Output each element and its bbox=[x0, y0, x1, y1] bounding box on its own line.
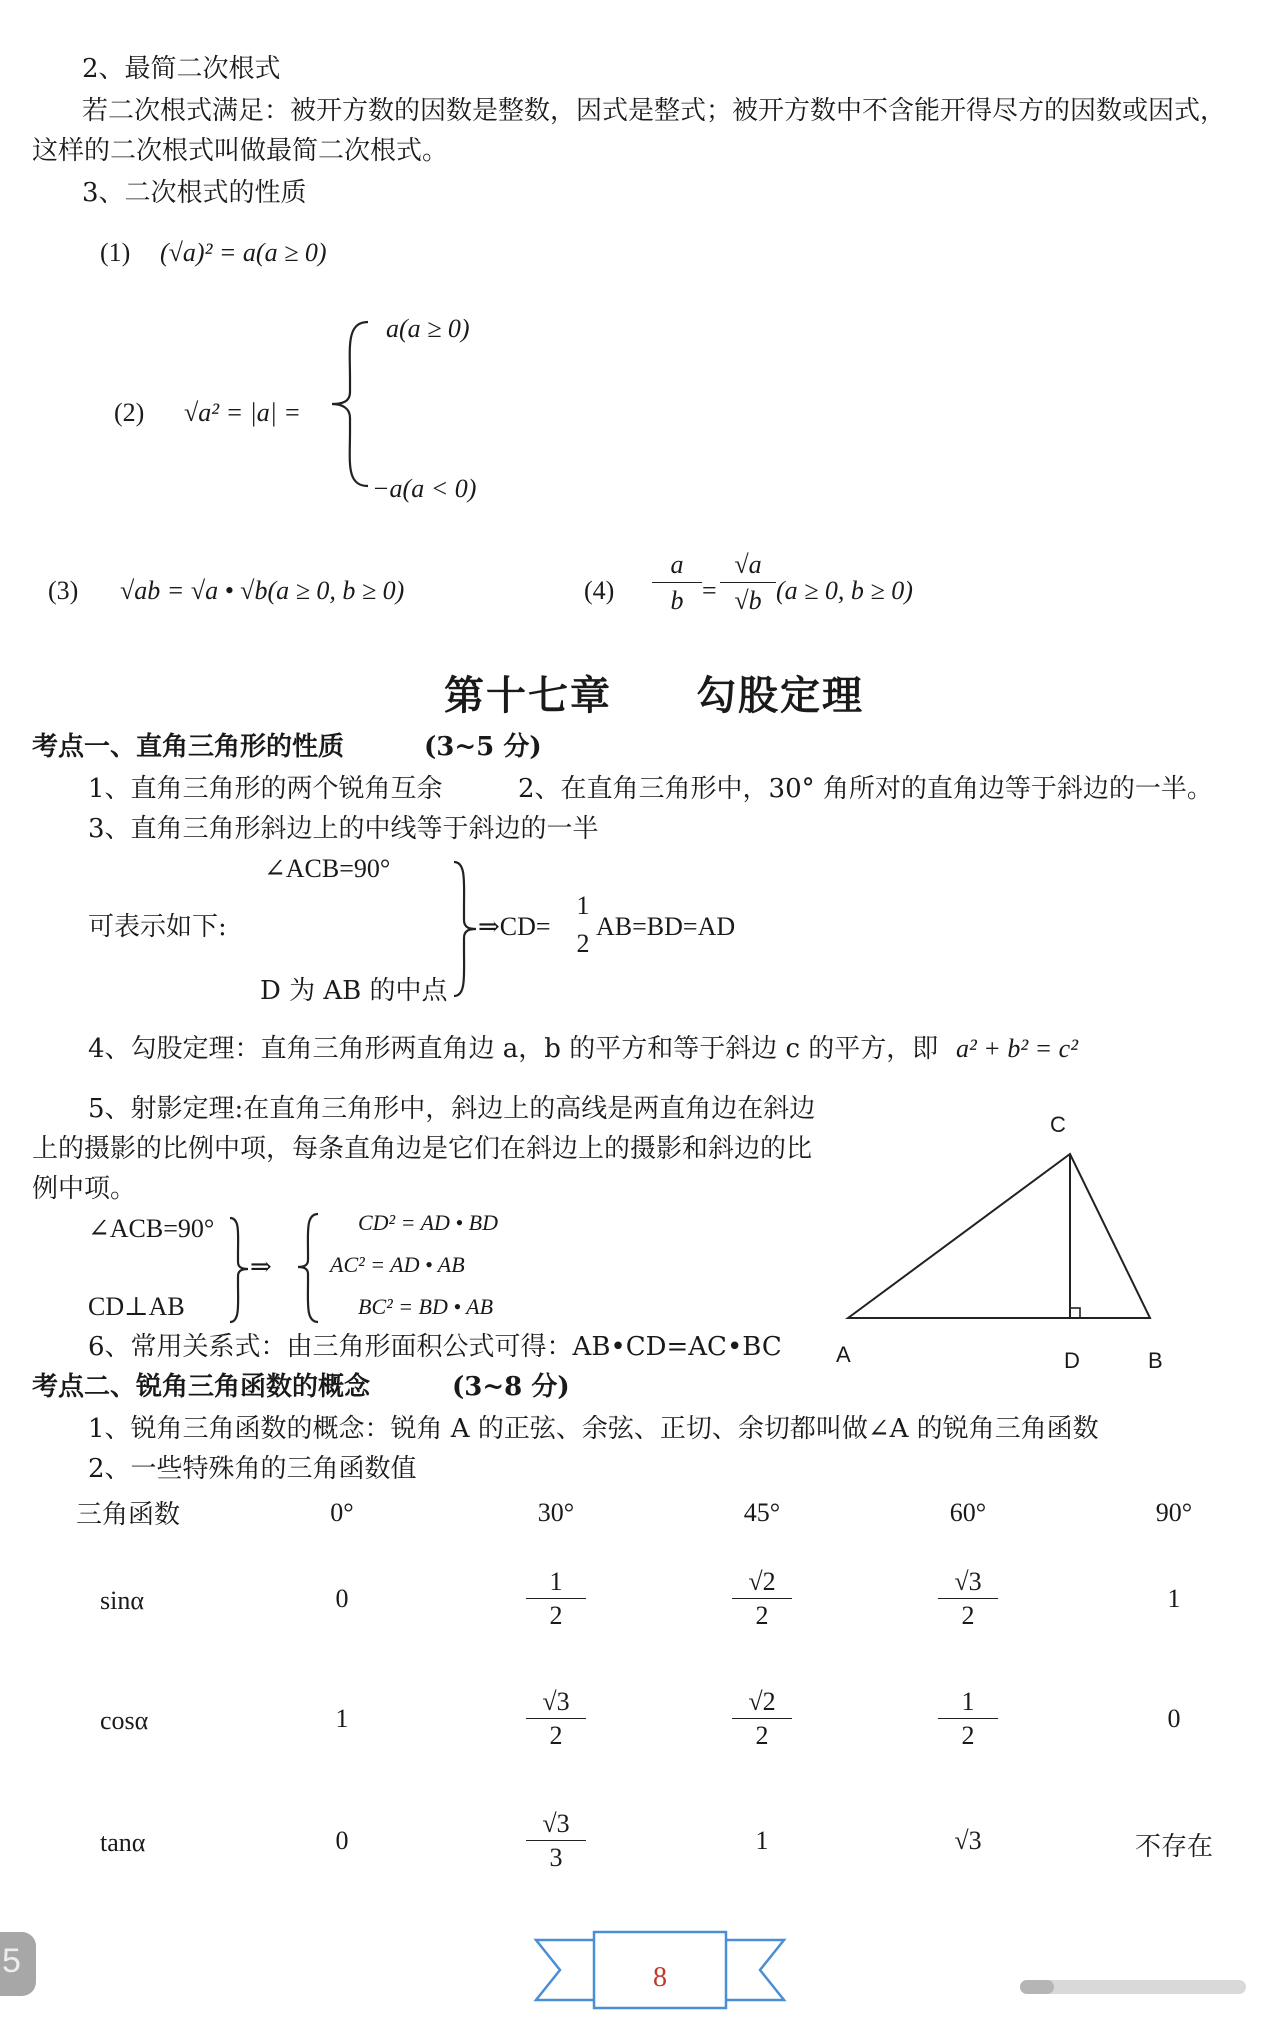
kp1-item-4-text: 4、勾股定理：直角三角形两直角边 a，b 的平方和等于斜边 c 的平方，即 bbox=[88, 1034, 939, 1064]
cos-45-denominator: 2 bbox=[755, 1721, 769, 1750]
table-header-30deg: 30° bbox=[537, 1498, 575, 1527]
table-header-60deg: 60° bbox=[949, 1498, 987, 1527]
median-result-suffix: AB=BD=AD bbox=[596, 912, 736, 941]
property-1-label: (1) bbox=[100, 238, 131, 267]
cos-0-value: 1 bbox=[335, 1704, 349, 1733]
cos-30-value bbox=[526, 1686, 586, 1753]
property-4-equals: = bbox=[702, 576, 717, 605]
kp1-item-1: 1、直角三角形的两个锐角互余 bbox=[88, 774, 443, 804]
median-result-numerator: 1 bbox=[576, 891, 590, 920]
property-2-label: (2) bbox=[114, 398, 145, 427]
cos-60-numerator: 1 bbox=[938, 1686, 998, 1719]
kp1-item-5-line-1: 5、射影定理:在直角三角形中，斜边上的高线是两直角边在斜边 bbox=[88, 1094, 816, 1124]
triangle-label-a: A bbox=[836, 1342, 851, 1367]
tan-30-denominator: 3 bbox=[549, 1843, 563, 1872]
table-row-cos-name: cosα bbox=[100, 1706, 149, 1735]
section-heading-radical-properties: 3、二次根式的性质 bbox=[82, 178, 307, 208]
tan-30-numerator: √3 bbox=[526, 1808, 586, 1841]
tan-0-value: 0 bbox=[335, 1826, 349, 1855]
triangle-label-c: C bbox=[1050, 1112, 1066, 1137]
cos-30-denominator: 2 bbox=[549, 1721, 563, 1750]
median-brace bbox=[450, 858, 480, 1000]
property-4-right-denominator: √b bbox=[720, 582, 776, 619]
sin-30-value bbox=[526, 1566, 586, 1633]
tan-45-value: 1 bbox=[755, 1826, 769, 1855]
property-4-label: (4) bbox=[584, 576, 615, 605]
definition-line-2: 这样的二次根式叫做最简二次根式。 bbox=[32, 136, 449, 166]
table-header-90deg: 90° bbox=[1155, 1498, 1193, 1527]
property-4-right-fraction bbox=[720, 548, 776, 619]
table-row-tan-name: tanα bbox=[100, 1828, 146, 1857]
property-4-left-denominator: b bbox=[652, 582, 702, 619]
kp1-item-3: 3、直角三角形斜边上的中线等于斜边的一半 bbox=[88, 814, 599, 844]
projection-close-brace bbox=[226, 1214, 252, 1326]
tan-60-value: √3 bbox=[954, 1826, 982, 1855]
cos-60-denominator: 2 bbox=[961, 1721, 975, 1750]
definition-line-1: 若二次根式满足：被开方数的因数是整数，因式是整式；被开方数中不含能开得尽方的因数或因式， bbox=[82, 96, 1227, 126]
kp2-item-1: 1、锐角三角函数的概念：锐角 A 的正弦、余弦、正切、余切都叫做∠A 的锐角三角函数 bbox=[88, 1414, 1099, 1444]
triangle-label-b: B bbox=[1148, 1348, 1163, 1373]
sin-45-denominator: 2 bbox=[755, 1601, 769, 1630]
cos-60-value bbox=[938, 1686, 998, 1753]
key-point-2-heading: 考点二、锐角三角函数的概念 bbox=[32, 1372, 371, 1402]
key-point-2-score: (3~8 分) bbox=[452, 1372, 570, 1402]
projection-result-1: CD² = AD • BD bbox=[358, 1210, 498, 1235]
cos-45-numerator: √2 bbox=[732, 1686, 792, 1719]
projection-result-2: AC² = AD • AB bbox=[330, 1252, 465, 1277]
kp1-item-5-line-3: 例中项。 bbox=[32, 1174, 137, 1204]
section-heading-simplest-radical: 2、最简二次根式 bbox=[82, 54, 281, 84]
kp1-item-4-formula: a² + b² = c² bbox=[956, 1034, 1079, 1063]
sin-60-numerator: √3 bbox=[938, 1566, 998, 1599]
triangle-label-d: D bbox=[1064, 1348, 1080, 1373]
property-2-case-1: a(a ≥ 0) bbox=[386, 314, 470, 343]
property-2-case-2: −a(a < 0) bbox=[372, 474, 477, 503]
cos-45-value bbox=[732, 1686, 792, 1753]
side-tab-label: 5 bbox=[2, 1942, 21, 1980]
projection-condition-1: ∠ACB=90° bbox=[88, 1214, 215, 1243]
sin-60-value bbox=[938, 1566, 998, 1633]
tan-30-value bbox=[526, 1808, 586, 1875]
key-point-1-heading: 考点一、直角三角形的性质 bbox=[32, 732, 345, 762]
projection-result-3: BC² = BD • AB bbox=[358, 1294, 494, 1319]
sin-30-denominator: 2 bbox=[549, 1601, 563, 1630]
projection-open-brace bbox=[292, 1210, 322, 1326]
cos-30-numerator: √3 bbox=[526, 1686, 586, 1719]
median-intro: 可表示如下: bbox=[88, 912, 227, 942]
page-number: 8 bbox=[653, 1962, 667, 1993]
table-header-45deg: 45° bbox=[743, 1498, 781, 1527]
property-2-brace bbox=[328, 318, 372, 490]
property-4-left-numerator: a bbox=[670, 550, 684, 579]
sin-0-value: 0 bbox=[335, 1584, 349, 1613]
table-header-0deg: 0° bbox=[330, 1498, 354, 1527]
projection-condition-2: CD⊥AB bbox=[88, 1292, 185, 1321]
kp1-item-2: 2、在直角三角形中，30° 角所对的直角边等于斜边的一半。 bbox=[518, 774, 1213, 804]
side-tab[interactable] bbox=[0, 1932, 36, 1996]
property-2-left: √a² = |a| = bbox=[184, 398, 301, 427]
sin-45-value bbox=[732, 1566, 792, 1633]
property-3-label: (3) bbox=[48, 576, 79, 605]
chapter-title: 第十七章 勾股定理 bbox=[444, 672, 864, 719]
tan-90-value: 不存在 bbox=[1134, 1832, 1213, 1862]
sin-60-denominator: 2 bbox=[961, 1601, 975, 1630]
sin-30-numerator: 1 bbox=[526, 1566, 586, 1599]
kp1-item-6: 6、常用关系式：由三角形面积公式可得：AB•CD=AC•BC bbox=[88, 1332, 782, 1362]
right-triangle-diagram bbox=[830, 1140, 1160, 1320]
median-result-fraction bbox=[572, 890, 594, 962]
median-result-denominator: 2 bbox=[576, 929, 590, 958]
table-header-function: 三角函数 bbox=[76, 1500, 181, 1530]
median-condition-1: ∠ACB=90° bbox=[264, 854, 391, 883]
median-condition-2: D 为 AB 的中点 bbox=[260, 976, 448, 1006]
property-4-condition: (a ≥ 0, b ≥ 0) bbox=[776, 576, 913, 605]
projection-arrow: ⇒ bbox=[250, 1252, 272, 1281]
property-3-formula: √ab = √a • √b(a ≥ 0, b ≥ 0) bbox=[120, 576, 405, 605]
table-row-sin-name: sinα bbox=[100, 1586, 144, 1615]
kp1-item-5-line-2: 上的摄影的比例中项，每条直角边是它们在斜边上的摄影和斜边的比 bbox=[32, 1134, 813, 1164]
sin-45-numerator: √2 bbox=[732, 1566, 792, 1599]
kp2-item-2: 2、一些特殊角的三角函数值 bbox=[88, 1454, 417, 1484]
property-4-left-fraction bbox=[652, 548, 702, 619]
property-1-formula: (√a)² = a(a ≥ 0) bbox=[160, 238, 327, 267]
cos-90-value: 0 bbox=[1167, 1704, 1181, 1733]
property-4-right-numerator: √a bbox=[734, 550, 762, 579]
median-result-prefix: ⇒CD= bbox=[478, 912, 551, 941]
scrollbar-track-icon[interactable] bbox=[1020, 1972, 1250, 2002]
sin-90-value: 1 bbox=[1167, 1584, 1181, 1613]
key-point-1-score: (3~5 分) bbox=[424, 732, 542, 762]
